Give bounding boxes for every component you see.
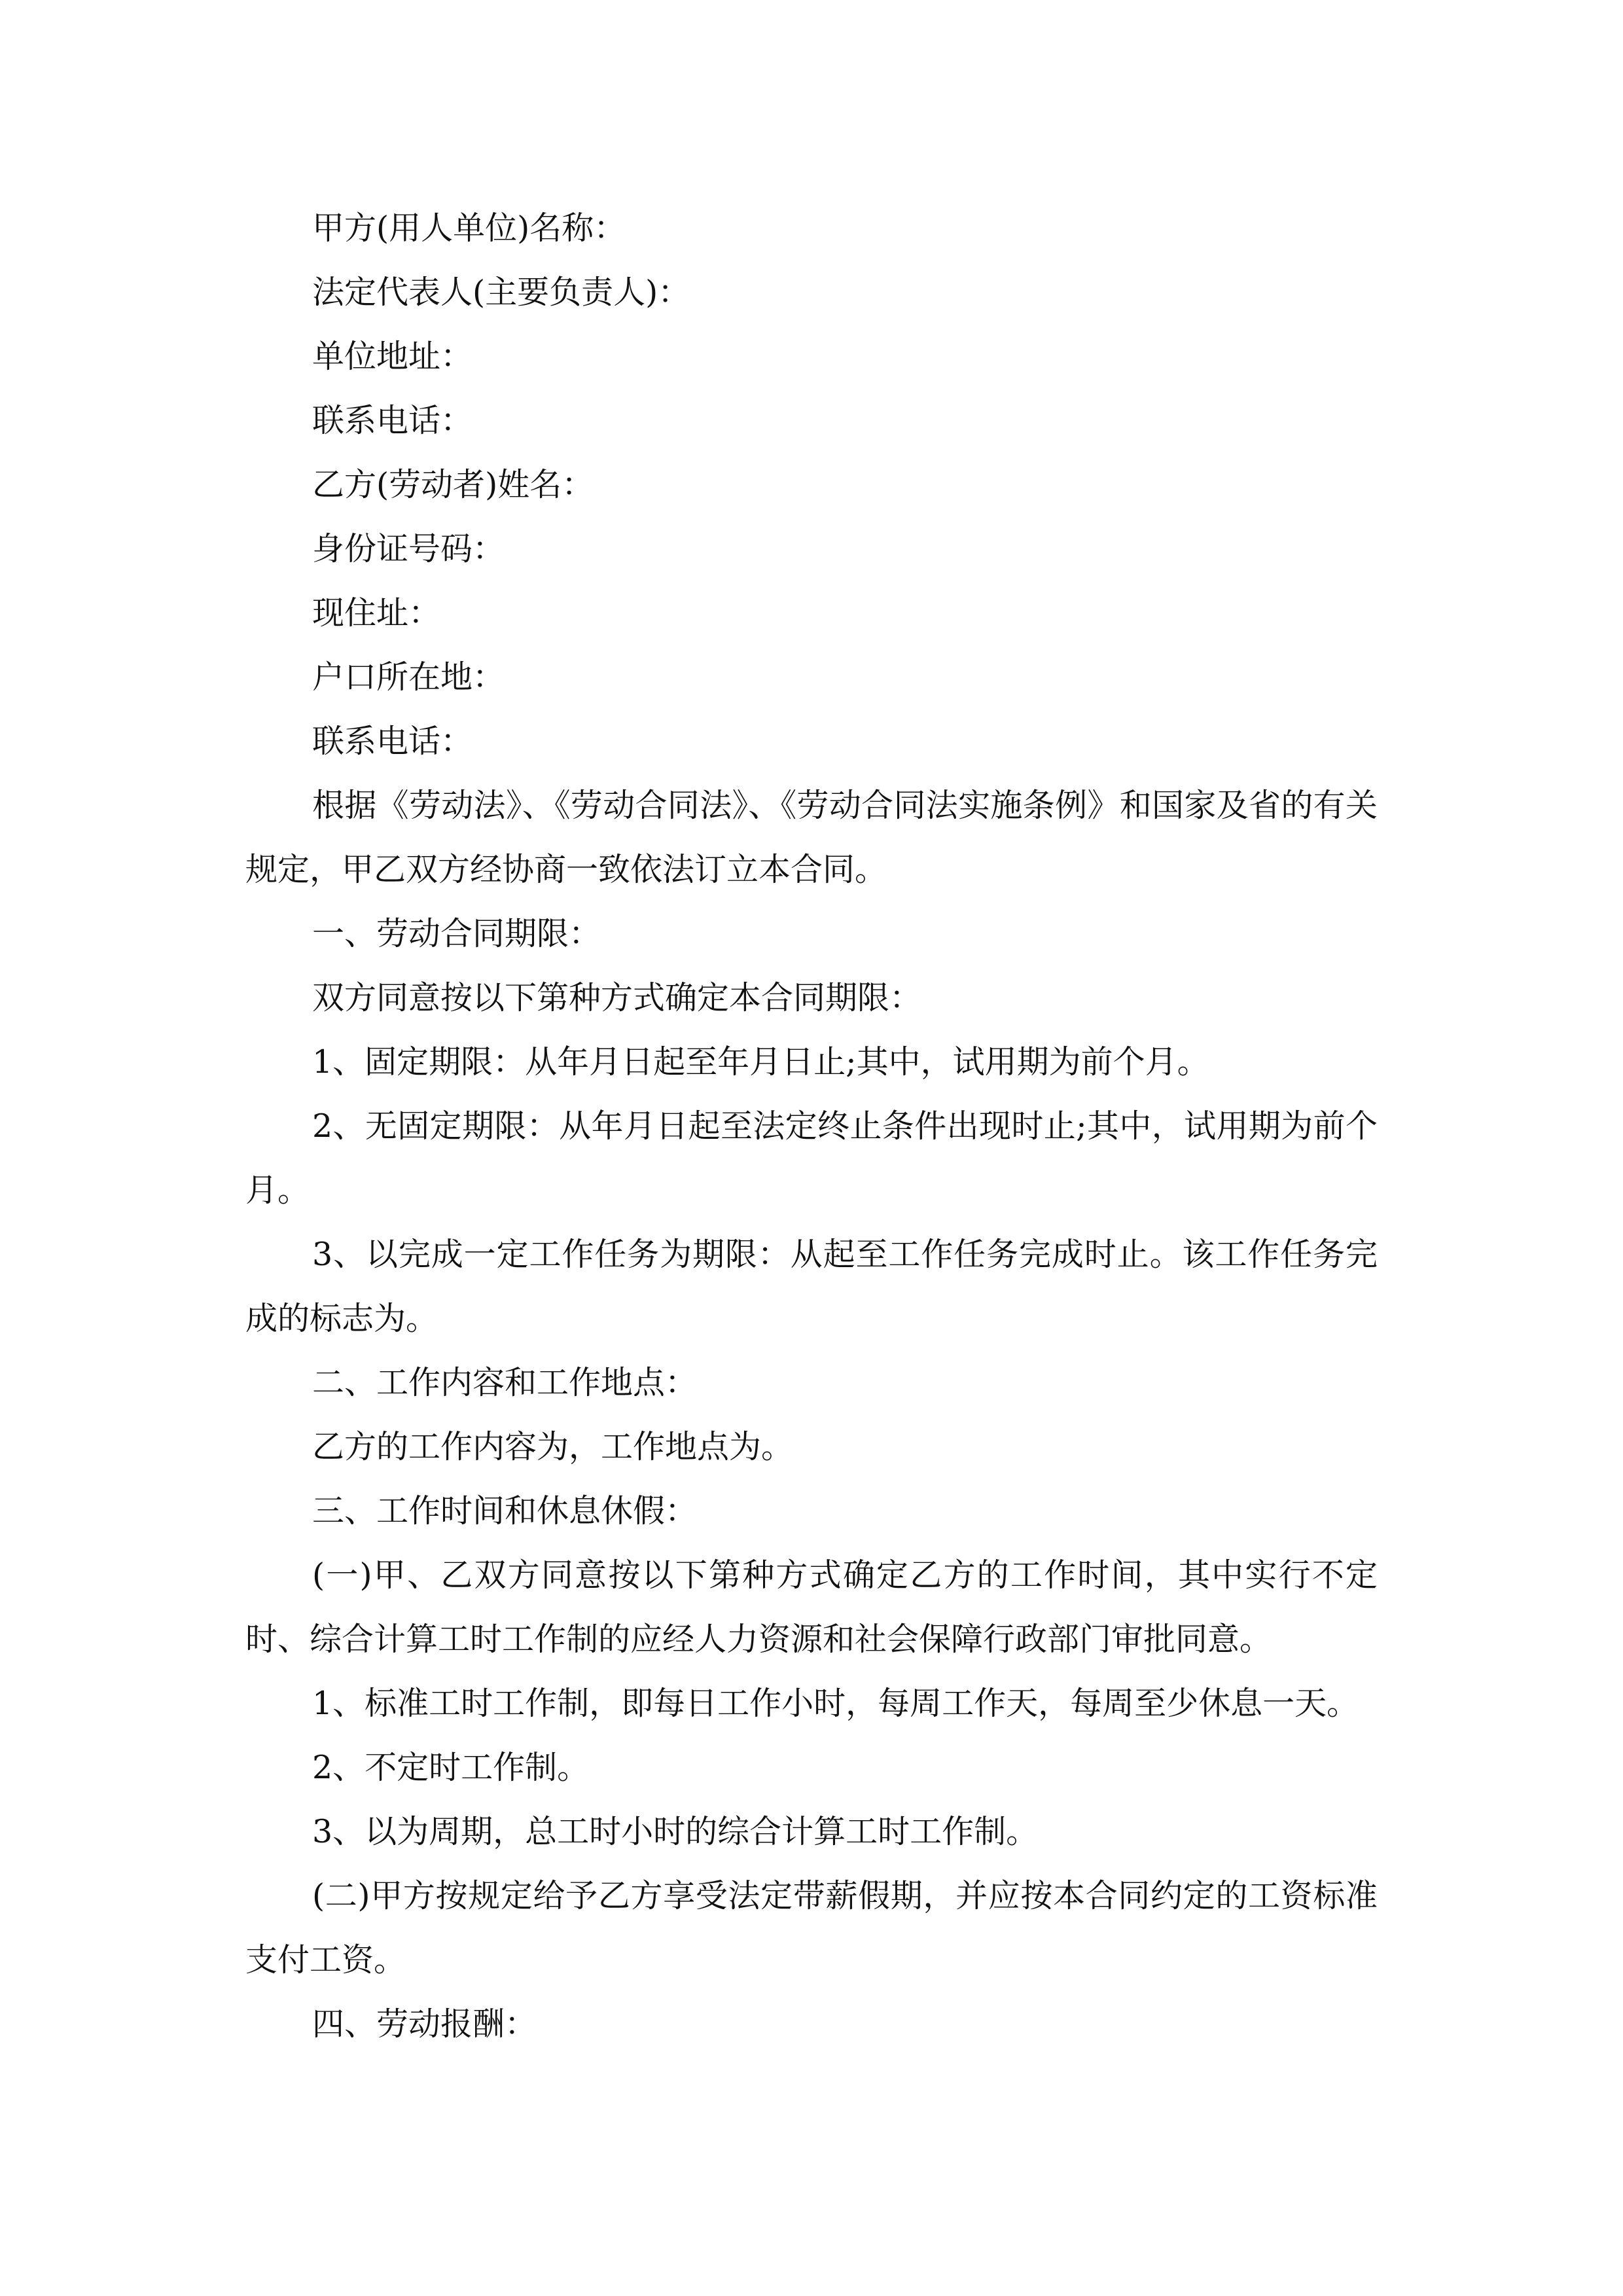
open-term-option: 2、无固定期限：从年月日起至法定终止条件出现时止;其中，试用期为前个月。 (245, 1107, 1378, 1209)
section-four-heading: 四、劳动报酬： (312, 2005, 537, 2043)
working-time-method: (一)甲、乙双方同意按以下第种方式确定乙方的工作时间，其中实行不定时、综合计算工时工作制的应经人力资源和社会保障行政部门审批同意。 (245, 1556, 1378, 1658)
party-b-name-line: 乙方(劳动者)姓名： (312, 466, 594, 503)
contract-text (245, 196, 1378, 2056)
work-content-location: 乙方的工作内容为，工作地点为。 (312, 1428, 794, 1465)
id-number-line: 身份证号码： (312, 530, 505, 567)
party-a-name-line: 甲方(用人单位)名称： (312, 209, 626, 247)
party-b-phone-line: 联系电话： (312, 723, 473, 760)
household-registration-line: 户口所在地： (312, 658, 505, 696)
standard-hours-option: 1、标准工时工作制，即每日工作小时，每周工作天，每周至少休息一天。 (312, 1685, 1359, 1722)
contract-term-method: 双方同意按以下第种方式确定本合同期限： (312, 979, 922, 1016)
company-address-line: 单位地址： (312, 338, 473, 375)
comprehensive-hours-option: 3、以为周期，总工时小时的综合计算工时工作制。 (312, 1813, 1039, 1850)
section-two-heading: 二、工作内容和工作地点： (312, 1364, 698, 1401)
section-three-heading: 三、工作时间和休息休假： (312, 1492, 698, 1530)
flexible-hours-option: 2、不定时工作制。 (312, 1749, 590, 1786)
fixed-term-option: 1、固定期限：从年月日起至年月日止;其中，试用期为前个月。 (312, 1043, 1209, 1081)
legal-representative-line: 法定代表人(主要负责人)： (312, 274, 690, 311)
current-address-line: 现住址： (312, 594, 441, 632)
party-a-phone-line: 联系电话： (312, 402, 473, 439)
paid-leave-clause: (二)甲方按规定给予乙方享受法定带薪假期，并应按本合同约定的工资标准支付工资。 (245, 1877, 1378, 1979)
legal-basis-paragraph: 根据《劳动法》、《劳动合同法》、《劳动合同法实施条例》和国家及省的有关规定，甲乙双方经协商一致依法订立本合同。 (245, 787, 1378, 888)
task-term-option: 3、以完成一定工作任务为期限：从起至工作任务完成时止。该工作任务完成的标志为。 (245, 1236, 1378, 1337)
section-one-heading: 一、劳动合同期限： (312, 915, 601, 952)
